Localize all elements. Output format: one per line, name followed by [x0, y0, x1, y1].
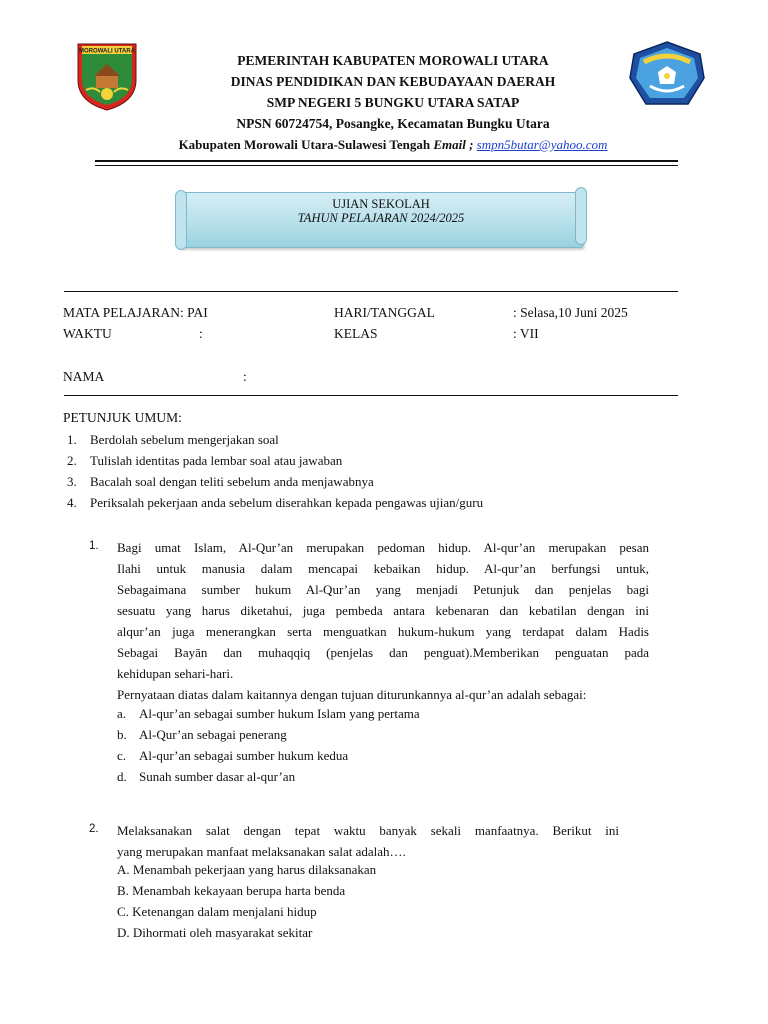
option-text: Al-qur’an sebagai sumber hukum kedua	[139, 748, 349, 763]
email-label: Email ;	[433, 137, 474, 152]
subject-label: MATA PELAJARAN: PAI	[63, 305, 208, 320]
class-label: KELAS	[334, 326, 378, 341]
instruction-number: 4.	[67, 495, 77, 510]
exam-title-banner	[178, 192, 584, 248]
question-text-line: Melaksanakan salat dengan tepat waktu banyak sekali manfaatnya. Berikut ini	[117, 823, 619, 838]
instruction-item: Berdolah sebelum mengerjakan soal	[90, 432, 279, 447]
instruction-number: 2.	[67, 453, 77, 468]
question-text-line: Ilahi untuk manusia dalam mencapai kebaikan hidup. Al-qur’an berfungsi untuk,	[117, 561, 649, 576]
option-text: B. Menambah kekayaan berupa harta benda	[117, 883, 346, 898]
option-letter: d.	[117, 769, 127, 784]
header-line-government: PEMERINTAH KABUPATEN MOROWALI UTARA	[237, 53, 549, 68]
email-link[interactable]: smpn5butar@yahoo.com	[476, 137, 608, 152]
question-text-line: alqur’an juga menerangkan serta menguatkan hukum-hukum yang terdapat dalam Hadis	[117, 624, 649, 639]
time-colon: :	[199, 326, 203, 341]
form-top-rule	[64, 291, 678, 292]
instruction-item: Periksalah pekerjaan anda sebelum diserahkan kepada pengawas ujian/guru	[90, 495, 484, 510]
address-text: Kabupaten Morowali Utara-Sulawesi Tengah	[178, 137, 434, 152]
option-text: Al-Qur’an sebagai penerang	[139, 727, 287, 742]
question-text-line: Bagi umat Islam, Al-Qur’an merupakan pedoman hidup. Al-qur’an merupakan pesan	[117, 540, 649, 555]
instruction-item: Bacalah soal dengan teliti sebelum anda menjawabnya	[90, 474, 374, 489]
question-text-line: Sebagaimana sumber hukum Al-Qur’an yang menjadi Petunjuk dan penjelas bagi	[117, 582, 649, 597]
option-letter: a.	[117, 706, 127, 721]
header-divider-thin	[95, 165, 678, 166]
instruction-number: 3.	[67, 474, 77, 489]
header-line-school: SMP NEGERI 5 BUNGKU UTARA SATAP	[266, 95, 520, 110]
option-letter: b.	[117, 727, 127, 742]
day-date-value: : Selasa,10 Juni 2025	[513, 305, 628, 320]
form-bottom-rule	[64, 395, 678, 396]
question-number: 2.	[89, 823, 99, 835]
question-text-line: Sebagai Bayān dan muhaqqiq (penjelas dan penguat).Memberikan penguatan pada	[117, 645, 649, 660]
question-prompt: Pernyataan diatas dalam kaitannya dengan tujuan diturunkannya al-qur’an adalah sebagai:	[117, 687, 587, 702]
instruction-item: Tulislah identitas pada lembar soal atau jawaban	[90, 453, 343, 468]
option-text: A. Menambah pekerjaan yang harus dilaksanakan	[117, 862, 377, 877]
option-letter: c.	[117, 748, 127, 763]
option-text: Al-qur’an sebagai sumber hukum Islam yang pertama	[139, 706, 420, 721]
option-text: D. Dihormati oleh masyarakat sekitar	[117, 925, 313, 940]
name-label: NAMA	[63, 369, 105, 384]
option-text: C. Ketenangan dalam menjalani hidup	[117, 904, 317, 919]
question-text-line: kehidupan sehari-hari.	[117, 666, 234, 681]
header-line-department: DINAS PENDIDIKAN DAN KEBUDAYAAN DAERAH	[230, 74, 556, 89]
question-text-line: sesuatu yang harus diketahui, juga pembeda antara kebenaran dan kebatilan dengan ini	[117, 603, 649, 618]
question-text-line: yang merupakan manfaat melaksanakan salat adalah….	[117, 844, 406, 859]
day-date-label: HARI/TANGGAL	[334, 305, 435, 320]
question-number: 1.	[89, 540, 99, 552]
header-line-address	[100, 137, 686, 153]
banner-title: UJIAN SEKOLAH	[332, 197, 430, 211]
time-label: WAKTU	[63, 326, 112, 341]
instructions-title: PETUNJUK UMUM:	[63, 410, 182, 425]
name-colon: :	[243, 369, 247, 384]
header-line-npsn: NPSN 60724754, Posangke, Kecamatan Bungku Utara	[236, 116, 550, 131]
header-divider-thick	[95, 160, 678, 162]
banner-subtitle: TAHUN PELAJARAN 2024/2025	[297, 211, 465, 225]
instruction-number: 1.	[67, 432, 77, 447]
class-value: : VII	[513, 326, 539, 341]
logo-text: MOROWALI UTARA	[79, 48, 135, 55]
option-text: Sunah sumber dasar al-qur’an	[139, 769, 296, 784]
